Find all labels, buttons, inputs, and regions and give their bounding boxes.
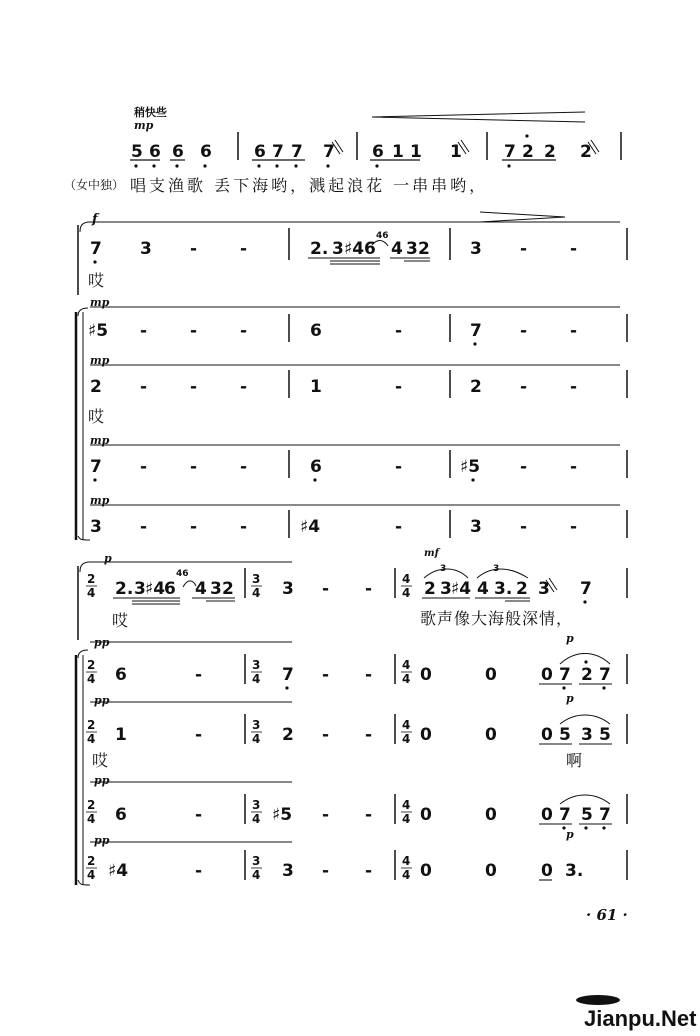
- svg-text:4: 4: [402, 572, 411, 586]
- grace-notes: 46: [176, 569, 189, 579]
- note: 5: [581, 805, 593, 825]
- note: 4: [391, 239, 403, 259]
- note: 0: [485, 725, 497, 745]
- tempo-marking: 稍快些: [134, 106, 167, 119]
- system3-stave-2: [115, 665, 611, 685]
- note: -: [520, 517, 528, 537]
- svg-text:2: 2: [87, 718, 96, 732]
- note: 2: [522, 142, 534, 162]
- note: -: [395, 377, 403, 397]
- note: -: [395, 517, 403, 537]
- svg-text:3: 3: [252, 572, 261, 586]
- svg-text:3: 3: [252, 658, 261, 672]
- note: -: [195, 861, 203, 881]
- svg-text:3: 3: [252, 718, 261, 732]
- note: 3.: [494, 579, 513, 599]
- note: -: [190, 321, 198, 341]
- note: ♯5: [272, 805, 293, 825]
- note: 3: [134, 579, 146, 599]
- note: 1: [450, 142, 462, 162]
- note: 5: [599, 725, 611, 745]
- ink-mark: [576, 995, 620, 1005]
- note: 3: [470, 517, 482, 537]
- note: 7: [282, 665, 294, 685]
- note: 3: [581, 725, 593, 745]
- note: 0: [420, 861, 432, 881]
- svg-text:4: 4: [252, 586, 261, 600]
- svg-text:4: 4: [402, 868, 411, 882]
- watermark-logo: Jianpu.Net: [584, 1006, 697, 1031]
- system1-notes: [131, 142, 592, 162]
- dynamic-p: p: [566, 692, 574, 705]
- note: -: [570, 377, 578, 397]
- svg-text:2: 2: [87, 854, 96, 868]
- system2-stave-4: [90, 457, 577, 477]
- note: -: [240, 321, 248, 341]
- svg-text:4: 4: [402, 732, 411, 746]
- time-signatures: [87, 572, 410, 882]
- system2-stave-3: [90, 377, 577, 397]
- note: -: [240, 239, 248, 259]
- triplet-mark: 3: [493, 564, 500, 574]
- dynamic-f: f: [92, 212, 98, 227]
- svg-text:4: 4: [252, 812, 261, 826]
- svg-text:4: 4: [252, 868, 261, 882]
- note: -: [520, 321, 528, 341]
- note: 1: [392, 142, 404, 162]
- system2-stave-2: [88, 321, 577, 341]
- page-number: · 61 ·: [586, 906, 628, 924]
- svg-text:2: 2: [87, 798, 96, 812]
- note: 2: [90, 377, 102, 397]
- note: 2: [282, 725, 294, 745]
- note: -: [190, 457, 198, 477]
- note: 6: [164, 579, 176, 599]
- note: 0: [420, 665, 432, 685]
- lyric-ai: 哎: [92, 751, 109, 770]
- lyric-ai: 哎: [88, 271, 105, 290]
- note: -: [195, 805, 203, 825]
- note: 2: [544, 142, 556, 162]
- grace-notes: 46: [376, 231, 389, 241]
- note: 6: [310, 457, 322, 477]
- note: 2: [222, 579, 234, 599]
- svg-text:4: 4: [252, 672, 261, 686]
- system-2: [76, 212, 627, 540]
- note: ♯5: [88, 321, 109, 341]
- note: ♯4: [300, 517, 321, 537]
- note: 6: [364, 239, 376, 259]
- note: ♯4: [108, 861, 129, 881]
- note: -: [520, 377, 528, 397]
- note: ♯4: [451, 579, 472, 599]
- note: 6: [372, 142, 384, 162]
- note: -: [395, 321, 403, 341]
- note: -: [322, 665, 330, 685]
- note: 3: [140, 239, 152, 259]
- svg-text:4: 4: [252, 732, 261, 746]
- note: 7: [90, 239, 102, 259]
- note: 0: [541, 861, 553, 881]
- note: 3: [282, 579, 294, 599]
- note: 0: [485, 665, 497, 685]
- note: 3: [440, 579, 452, 599]
- dynamic-mf: mf: [424, 548, 439, 559]
- note: 6: [115, 665, 127, 685]
- note: -: [140, 377, 148, 397]
- note: ♯4: [145, 579, 166, 599]
- note: 6: [310, 321, 322, 341]
- dynamic-pp: pp: [94, 694, 110, 707]
- note: 7: [291, 142, 303, 162]
- note: -: [570, 239, 578, 259]
- note: 5: [559, 725, 571, 745]
- lyric-ai: 哎: [112, 611, 129, 630]
- svg-text:4: 4: [402, 586, 411, 600]
- dynamic-mp: mp: [90, 494, 110, 507]
- note: 2.: [115, 579, 134, 599]
- note: 6: [254, 142, 266, 162]
- note: 7: [559, 665, 571, 685]
- lyrics-line-1: 唱支渔歌 丢下海哟，溅起浪花 一串串哟，: [130, 176, 489, 195]
- note: -: [140, 457, 148, 477]
- system3-stave-4: [115, 805, 611, 825]
- note: -: [140, 517, 148, 537]
- note: 7: [559, 805, 571, 825]
- note: -: [322, 725, 330, 745]
- lyrics-line-2: 歌声像大海般深情，: [420, 609, 574, 628]
- dynamic-mp: mp: [134, 119, 154, 132]
- triplet-mark: 3: [440, 564, 447, 574]
- note: 2.: [310, 239, 329, 259]
- lyric-ai: 哎: [88, 407, 105, 426]
- dynamic-p: p: [104, 552, 112, 565]
- note: 7: [580, 579, 592, 599]
- note: -: [365, 725, 373, 745]
- svg-text:2: 2: [87, 658, 96, 672]
- note: 3: [282, 861, 294, 881]
- note: 0: [420, 805, 432, 825]
- dynamic-mp: mp: [90, 296, 110, 309]
- dynamic-mp: mp: [90, 434, 110, 447]
- note: -: [570, 457, 578, 477]
- note: -: [190, 517, 198, 537]
- note: 1: [115, 725, 127, 745]
- note: 4: [477, 579, 489, 599]
- note: -: [322, 861, 330, 881]
- system3-stave-1: [115, 564, 592, 599]
- svg-text:4: 4: [87, 732, 96, 746]
- note: 3: [538, 579, 550, 599]
- note: 1: [410, 142, 422, 162]
- note: 0: [541, 805, 553, 825]
- note: ♯4: [344, 239, 365, 259]
- note: -: [240, 517, 248, 537]
- note: -: [240, 457, 248, 477]
- note: 2: [516, 579, 528, 599]
- note: 3: [406, 239, 418, 259]
- note: 0: [485, 861, 497, 881]
- note: 6: [200, 142, 212, 162]
- note: -: [365, 805, 373, 825]
- svg-text:4: 4: [87, 812, 96, 826]
- svg-text:4: 4: [402, 798, 411, 812]
- note: -: [322, 579, 330, 599]
- svg-text:3: 3: [252, 798, 261, 812]
- note: 2: [580, 142, 592, 162]
- note: -: [190, 377, 198, 397]
- dynamic-pp: pp: [94, 636, 110, 649]
- note: 0: [541, 725, 553, 745]
- system3-stave-3: [115, 725, 611, 745]
- note: 1: [310, 377, 322, 397]
- svg-text:4: 4: [402, 672, 411, 686]
- note: 0: [541, 665, 553, 685]
- note: 6: [172, 142, 184, 162]
- note: 2: [470, 377, 482, 397]
- note: -: [570, 517, 578, 537]
- note: 7: [323, 142, 335, 162]
- note: 3: [90, 517, 102, 537]
- svg-text:4: 4: [402, 812, 411, 826]
- svg-text:4: 4: [402, 658, 411, 672]
- dynamic-p: p: [566, 632, 574, 645]
- note: 5: [131, 142, 143, 162]
- note: -: [365, 579, 373, 599]
- dynamic-pp: pp: [94, 834, 110, 847]
- svg-text:4: 4: [402, 718, 411, 732]
- dynamic-p: p: [566, 828, 574, 841]
- system2-stave-1: [90, 231, 577, 259]
- note: 0: [485, 805, 497, 825]
- system3-stave-5: [108, 861, 583, 881]
- note: -: [190, 239, 198, 259]
- note: 7: [599, 665, 611, 685]
- note: -: [570, 321, 578, 341]
- note: -: [240, 377, 248, 397]
- note: -: [365, 665, 373, 685]
- svg-text:4: 4: [402, 854, 411, 868]
- svg-text:4: 4: [87, 868, 96, 882]
- lyric-a: 啊: [566, 751, 583, 770]
- note: 7: [504, 142, 516, 162]
- note: 7: [599, 805, 611, 825]
- note: 7: [272, 142, 284, 162]
- note: -: [520, 239, 528, 259]
- note: -: [365, 861, 373, 881]
- note: 2: [418, 239, 430, 259]
- part-label: （女中独）: [64, 178, 125, 192]
- system-1: [130, 112, 621, 168]
- svg-text:4: 4: [87, 672, 96, 686]
- note: 4: [195, 579, 207, 599]
- note: 6: [115, 805, 127, 825]
- note: ♯5: [460, 457, 481, 477]
- note: 7: [90, 457, 102, 477]
- note: 6: [149, 142, 161, 162]
- note: -: [195, 665, 203, 685]
- note: -: [140, 321, 148, 341]
- system2-stave-5: [90, 517, 577, 537]
- note: 2: [424, 579, 436, 599]
- note: 3.: [565, 861, 584, 881]
- dynamic-mp: mp: [90, 354, 110, 367]
- note: 0: [420, 725, 432, 745]
- note: 3: [210, 579, 222, 599]
- svg-text:2: 2: [87, 572, 96, 586]
- note: 3: [470, 239, 482, 259]
- note: -: [322, 805, 330, 825]
- note: -: [395, 457, 403, 477]
- note: 2: [581, 665, 593, 685]
- svg-text:3: 3: [252, 854, 261, 868]
- note: -: [520, 457, 528, 477]
- svg-text:4: 4: [87, 586, 96, 600]
- note: 3: [332, 239, 344, 259]
- dynamic-pp: pp: [94, 774, 110, 787]
- note: 7: [470, 321, 482, 341]
- note: -: [195, 725, 203, 745]
